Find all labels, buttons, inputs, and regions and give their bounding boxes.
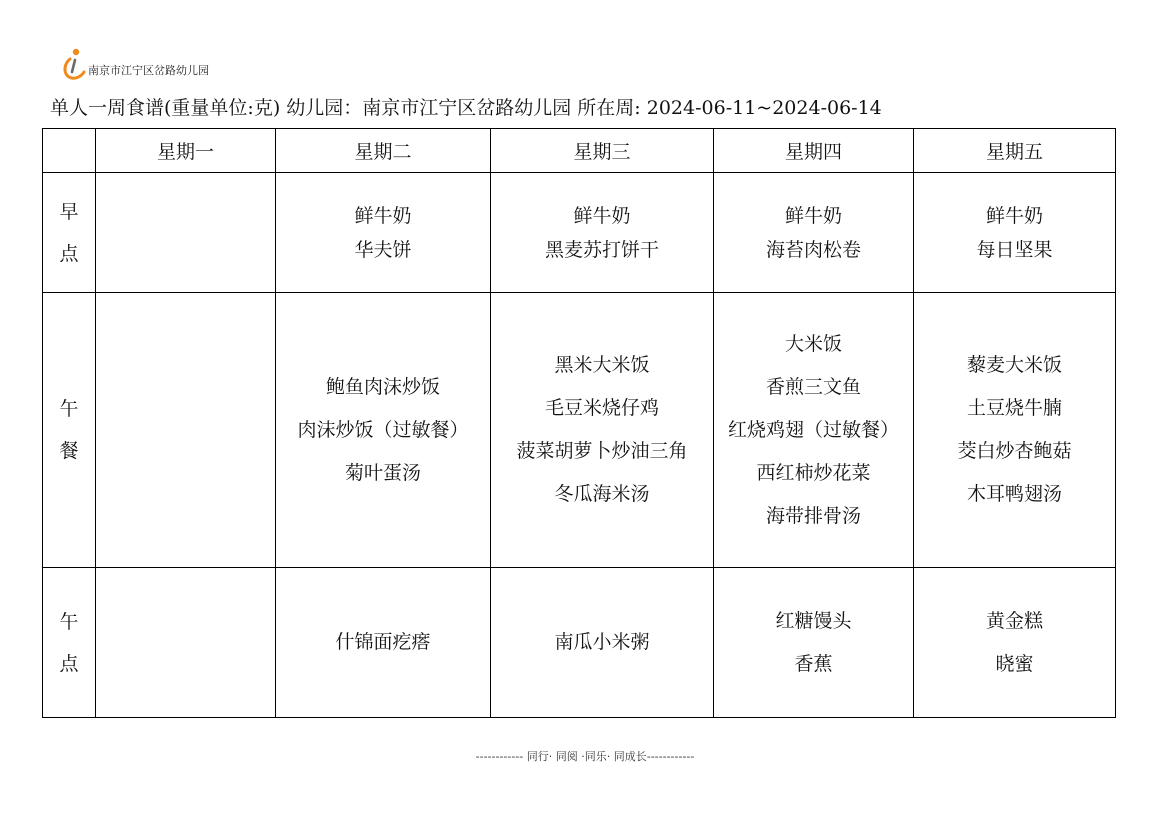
dish-item: 红烧鸡翅（过敏餐） <box>727 418 899 441</box>
dish-item: 南瓜小米粥 <box>554 631 650 653</box>
menu-cell <box>491 173 714 293</box>
day-header-monday: 星期一 <box>96 129 276 173</box>
dish-item: 鲜牛奶 <box>784 204 842 227</box>
dish-item: 菊叶蛋汤 <box>344 461 421 484</box>
meal-label-char: 点 <box>59 242 79 265</box>
kindergarten-logo <box>60 44 209 80</box>
menu-cell <box>96 293 276 568</box>
dish-item: 香蕉 <box>794 652 833 675</box>
footer-slogan: ------------ 同行· 同阅 ·同乐· 同成长------------ <box>475 750 695 763</box>
dish-item: 鲜牛奶 <box>573 204 631 227</box>
dish-item: 海带排骨汤 <box>765 504 861 527</box>
page-title: 单人一周食谱(重量单位:克) 幼儿园：南京市江宁区岔路幼儿园 所在周: 2024-06-11~2024-06-14 <box>50 97 882 119</box>
dish-item: 茭白炒杏鲍菇 <box>957 440 1072 462</box>
dish-item: 肉沫炒饭（过敏餐） <box>297 418 469 441</box>
logo-text: 南京市江宁区岔路幼儿园 <box>88 64 209 77</box>
dish-item: 菠菜胡萝卜炒油三角 <box>516 440 688 462</box>
menu-cell <box>914 173 1116 293</box>
day-header-friday: 星期五 <box>914 129 1116 173</box>
day-header-row <box>43 129 1116 173</box>
dish-item: 毛豆米烧仔鸡 <box>544 397 659 419</box>
day-header-wednesday: 星期三 <box>491 129 714 173</box>
meal-label-char: 餐 <box>59 440 79 462</box>
menu-cell <box>96 173 276 293</box>
dish-item: 木耳鸭翅汤 <box>966 483 1062 505</box>
dish-item: 红糖馒头 <box>775 609 852 632</box>
menu-cell <box>491 568 714 718</box>
weekly-menu-table <box>42 128 1116 718</box>
meal-label-lunch <box>43 293 96 568</box>
dish-item: 香煎三文鱼 <box>765 375 861 398</box>
menu-cell <box>714 293 914 568</box>
menu-cell <box>914 293 1116 568</box>
dish-item: 冬瓜海米汤 <box>554 483 650 505</box>
day-header-tuesday: 星期二 <box>276 129 491 173</box>
dish-item: 海苔肉松卷 <box>765 238 861 261</box>
meal-row-lunch <box>43 293 1116 568</box>
menu-cell <box>276 173 491 293</box>
meal-row-breakfast <box>43 173 1116 293</box>
dish-item: 黑米大米饭 <box>554 354 650 376</box>
dish-item: 黄金糕 <box>985 609 1043 632</box>
meal-label-afternoon-snack <box>43 568 96 718</box>
menu-cell <box>276 293 491 568</box>
dish-item: 藜麦大米饭 <box>966 354 1062 376</box>
logo-mark-icon <box>60 46 88 80</box>
dish-item: 黑麦苏打饼干 <box>544 238 659 261</box>
menu-cell <box>96 568 276 718</box>
corner-cell <box>43 129 96 173</box>
dish-item: 西红柿炒花菜 <box>756 461 871 484</box>
menu-cell <box>276 568 491 718</box>
menu-cell <box>914 568 1116 718</box>
meal-label-char: 午 <box>59 610 79 633</box>
dish-item: 鲜牛奶 <box>354 204 412 227</box>
meal-label-breakfast <box>43 173 96 293</box>
meal-label-char: 午 <box>59 398 79 420</box>
dish-item: 土豆烧牛腩 <box>966 397 1062 419</box>
meal-row-afternoon-snack <box>43 568 1116 718</box>
menu-cell <box>714 173 914 293</box>
dish-item: 鲍鱼肉沫炒饭 <box>325 375 440 398</box>
day-header-thursday: 星期四 <box>714 129 914 173</box>
dish-item: 晓蜜 <box>995 652 1034 675</box>
menu-cell <box>714 568 914 718</box>
menu-cell <box>491 293 714 568</box>
dish-item: 什锦面疙瘩 <box>335 631 431 653</box>
dish-item: 每日坚果 <box>976 238 1053 261</box>
dish-item: 大米饭 <box>784 332 842 355</box>
meal-label-char: 点 <box>59 652 79 675</box>
meal-label-char: 早 <box>59 200 79 223</box>
dish-item: 华夫饼 <box>354 238 412 261</box>
dish-item: 鲜牛奶 <box>985 204 1043 227</box>
